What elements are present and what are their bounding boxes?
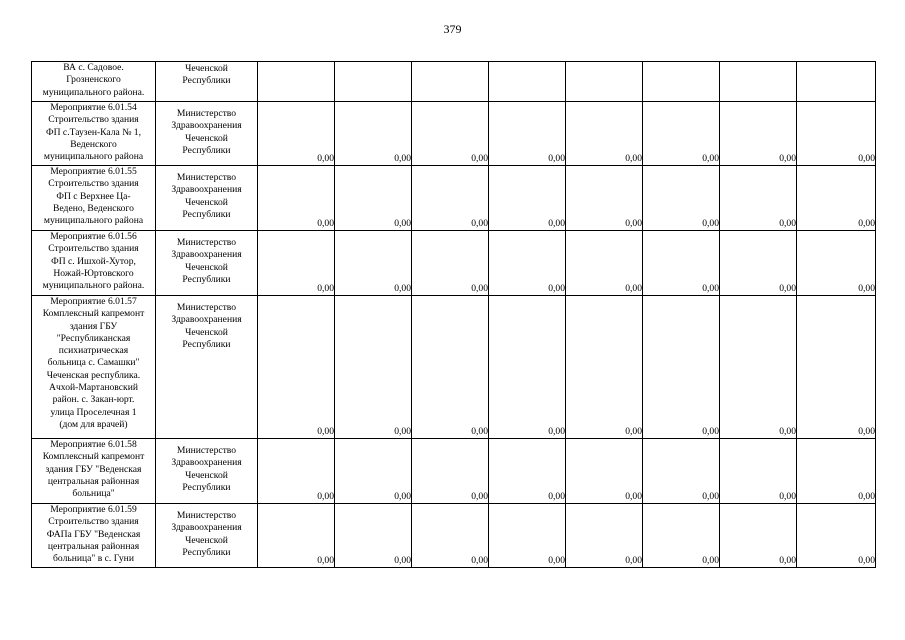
value-cell (720, 504, 797, 568)
value-cell (797, 102, 876, 166)
value-text: 0,00 (779, 153, 796, 164)
executor-line: Министерство (176, 237, 237, 248)
value-text: 0,00 (625, 283, 642, 294)
event-cell (32, 504, 156, 568)
event-line: Мероприятие 6.01.55 (50, 166, 137, 177)
value-cell (566, 62, 643, 102)
executor-line: Чеченской (185, 469, 228, 481)
executor-line: Здравоохранения (171, 184, 242, 196)
event-line: Ачхой-Мартановский (49, 382, 138, 394)
event-line: Комплексный капремонт (42, 308, 145, 320)
value-cell (720, 231, 797, 296)
executor-line: Республики (182, 273, 231, 285)
value-cell (258, 439, 335, 504)
value-cell (643, 296, 720, 439)
executor-cell (156, 231, 258, 296)
value-cell (566, 439, 643, 504)
value-cell (720, 439, 797, 504)
event-line: улица Проселечная 1 (50, 406, 137, 418)
value-cell (643, 231, 720, 296)
value-text: 0,00 (702, 491, 719, 502)
event-cell (32, 62, 156, 102)
value-text: 0,00 (702, 555, 719, 566)
value-cell (335, 504, 412, 568)
value-cell (643, 102, 720, 166)
value-text: 0,00 (471, 491, 488, 502)
event-line: психиатрическая (58, 345, 129, 357)
value-cell (258, 504, 335, 568)
event-line: район. с. Закан-юрт. (52, 394, 135, 406)
executor-line: Чеченской (185, 63, 228, 74)
value-cell (797, 296, 876, 439)
event-line: Строительство здания (48, 114, 139, 126)
value-text: 0,00 (702, 153, 719, 164)
value-text: 0,00 (858, 491, 875, 502)
value-cell (489, 296, 566, 439)
value-text: 0,00 (779, 555, 796, 566)
value-text: 0,00 (394, 426, 411, 437)
event-line: ВА с. Садовое. (63, 62, 124, 73)
value-text: 0,00 (625, 153, 642, 164)
value-cell (412, 439, 489, 504)
value-cell (335, 62, 412, 102)
value-text: 0,00 (548, 218, 565, 229)
value-text: 0,00 (317, 426, 334, 437)
event-cell (32, 102, 156, 166)
value-text: 0,00 (394, 218, 411, 229)
executor-line: Республики (182, 338, 231, 350)
value-text: 0,00 (702, 283, 719, 294)
executor-line: Министерство (176, 108, 237, 119)
value-text: 0,00 (394, 555, 411, 566)
executor-line: Здравоохранения (171, 249, 242, 261)
value-cell (643, 62, 720, 102)
event-line: Строительство здания (48, 178, 139, 190)
value-cell (797, 504, 876, 568)
table-row (32, 504, 876, 568)
value-cell (566, 102, 643, 166)
value-text: 0,00 (548, 555, 565, 566)
value-cell (720, 102, 797, 166)
event-cell (32, 231, 156, 296)
value-cell (335, 231, 412, 296)
executor-cell (156, 296, 258, 439)
event-line: Строительство здания (48, 243, 139, 255)
event-line: муниципального района. (42, 280, 145, 292)
event-line: "Республиканская (56, 332, 131, 344)
event-line: ФП с.Таузен-Кала № 1, (46, 126, 141, 138)
value-cell (566, 231, 643, 296)
event-line: Комплексный капремонт (42, 451, 145, 463)
value-cell (258, 102, 335, 166)
event-cell (32, 439, 156, 504)
value-cell (489, 166, 566, 231)
value-text: 0,00 (317, 491, 334, 502)
event-line: больница с. Самашки" (47, 357, 140, 369)
event-line: Чеченская республика. (46, 369, 141, 381)
value-cell (643, 166, 720, 231)
executor-line: Министерство (176, 445, 237, 456)
event-line: Грозненского (66, 74, 121, 86)
value-cell (258, 166, 335, 231)
table-row (32, 102, 876, 166)
table-row (32, 439, 876, 504)
event-line: Ножай-Юртовского (53, 267, 134, 279)
executor-line: Здравоохранения (171, 457, 242, 469)
value-cell (720, 296, 797, 439)
value-cell (412, 102, 489, 166)
event-line: Ведено, Веденского (53, 202, 134, 214)
value-text: 0,00 (625, 218, 642, 229)
table-row (32, 166, 876, 231)
value-text: 0,00 (471, 218, 488, 229)
value-cell (720, 62, 797, 102)
executor-line: Чеченской (185, 196, 228, 208)
executor-cell (156, 504, 258, 568)
value-cell (489, 504, 566, 568)
value-cell (489, 62, 566, 102)
value-cell (335, 439, 412, 504)
value-text: 0,00 (858, 426, 875, 437)
event-line: ФП с. Ишхой-Хутор, (51, 255, 136, 267)
event-line: ФП с Верхнее Ца- (56, 190, 131, 202)
value-text: 0,00 (779, 218, 796, 229)
value-text: 0,00 (394, 283, 411, 294)
value-cell (489, 102, 566, 166)
value-text: 0,00 (548, 426, 565, 437)
executor-line: Здравоохранения (171, 120, 242, 132)
value-text: 0,00 (548, 153, 565, 164)
value-text: 0,00 (858, 555, 875, 566)
executor-line: Чеченской (185, 326, 228, 338)
event-cell (32, 296, 156, 439)
event-line: Мероприятие 6.01.57 (50, 296, 137, 307)
value-text: 0,00 (394, 491, 411, 502)
value-cell (566, 296, 643, 439)
executor-line: Здравоохранения (171, 522, 242, 534)
value-text: 0,00 (317, 283, 334, 294)
event-line: центральная районная (47, 540, 140, 552)
event-line: больница" в с. Гуни (53, 553, 134, 565)
value-cell (797, 231, 876, 296)
value-cell (566, 166, 643, 231)
event-line: больница" (72, 488, 115, 500)
value-cell (335, 102, 412, 166)
value-cell (797, 439, 876, 504)
event-line: Строительство здания (48, 516, 139, 528)
executor-line: Чеченской (185, 132, 228, 144)
value-cell (335, 166, 412, 231)
executor-line: Здравоохранения (171, 314, 242, 326)
executor-line: Республики (182, 546, 231, 558)
executor-cell (156, 62, 258, 102)
value-cell (412, 296, 489, 439)
event-line: Веденского (70, 138, 117, 150)
value-cell (412, 231, 489, 296)
value-text: 0,00 (317, 218, 334, 229)
executor-line: Министерство (176, 302, 237, 313)
value-text: 0,00 (471, 153, 488, 164)
value-text: 0,00 (779, 491, 796, 502)
value-cell (489, 231, 566, 296)
executor-line: Чеченской (185, 261, 228, 273)
value-text: 0,00 (858, 283, 875, 294)
value-cell (412, 62, 489, 102)
value-cell (797, 62, 876, 102)
value-text: 0,00 (317, 555, 334, 566)
value-text: 0,00 (779, 283, 796, 294)
executor-line: Республики (182, 481, 231, 493)
value-text: 0,00 (702, 426, 719, 437)
event-line: муниципального района (43, 215, 144, 227)
event-line: муниципального района. (42, 86, 145, 98)
executor-line: Республики (182, 75, 231, 87)
value-text: 0,00 (548, 283, 565, 294)
value-text: 0,00 (548, 491, 565, 502)
event-line: Мероприятие 6.01.58 (50, 439, 137, 450)
value-text: 0,00 (625, 491, 642, 502)
table-row (32, 62, 876, 102)
table-row (32, 296, 876, 439)
event-line: Мероприятие 6.01.54 (50, 102, 137, 113)
executor-line: Министерство (176, 172, 237, 183)
executor-cell (156, 102, 258, 166)
value-cell (412, 504, 489, 568)
value-text: 0,00 (471, 555, 488, 566)
value-cell (797, 166, 876, 231)
table-row (32, 231, 876, 296)
value-text: 0,00 (858, 153, 875, 164)
value-cell (258, 62, 335, 102)
value-text: 0,00 (858, 218, 875, 229)
executor-line: Чеченской (185, 534, 228, 546)
event-line: Мероприятие 6.01.59 (50, 504, 137, 515)
executor-cell (156, 439, 258, 504)
executor-line: Республики (182, 208, 231, 220)
value-cell (566, 504, 643, 568)
event-cell (32, 166, 156, 231)
value-cell (412, 166, 489, 231)
page-number: 379 (443, 22, 462, 36)
value-text: 0,00 (394, 153, 411, 164)
value-cell (643, 504, 720, 568)
table-body (32, 62, 876, 568)
event-line: (дом для врачей) (59, 418, 128, 430)
value-text: 0,00 (779, 426, 796, 437)
executor-line: Республики (182, 144, 231, 156)
event-line: здания ГБУ "Веденская (45, 463, 142, 475)
value-cell (258, 296, 335, 439)
budget-table (31, 61, 876, 568)
event-line: Мероприятие 6.01.56 (50, 231, 137, 242)
event-line: центральная районная (47, 475, 140, 487)
value-cell (258, 231, 335, 296)
value-text: 0,00 (471, 426, 488, 437)
value-cell (720, 166, 797, 231)
executor-cell (156, 166, 258, 231)
executor-line: Министерство (176, 510, 237, 521)
value-text: 0,00 (317, 153, 334, 164)
event-line: ФАПа ГБУ "Веденская (46, 528, 141, 540)
value-text: 0,00 (702, 218, 719, 229)
value-text: 0,00 (625, 555, 642, 566)
event-line: муниципального района (43, 151, 144, 163)
value-text: 0,00 (471, 283, 488, 294)
value-cell (489, 439, 566, 504)
event-line: здания ГБУ (69, 320, 118, 332)
value-cell (643, 439, 720, 504)
value-cell (335, 296, 412, 439)
value-text: 0,00 (625, 426, 642, 437)
